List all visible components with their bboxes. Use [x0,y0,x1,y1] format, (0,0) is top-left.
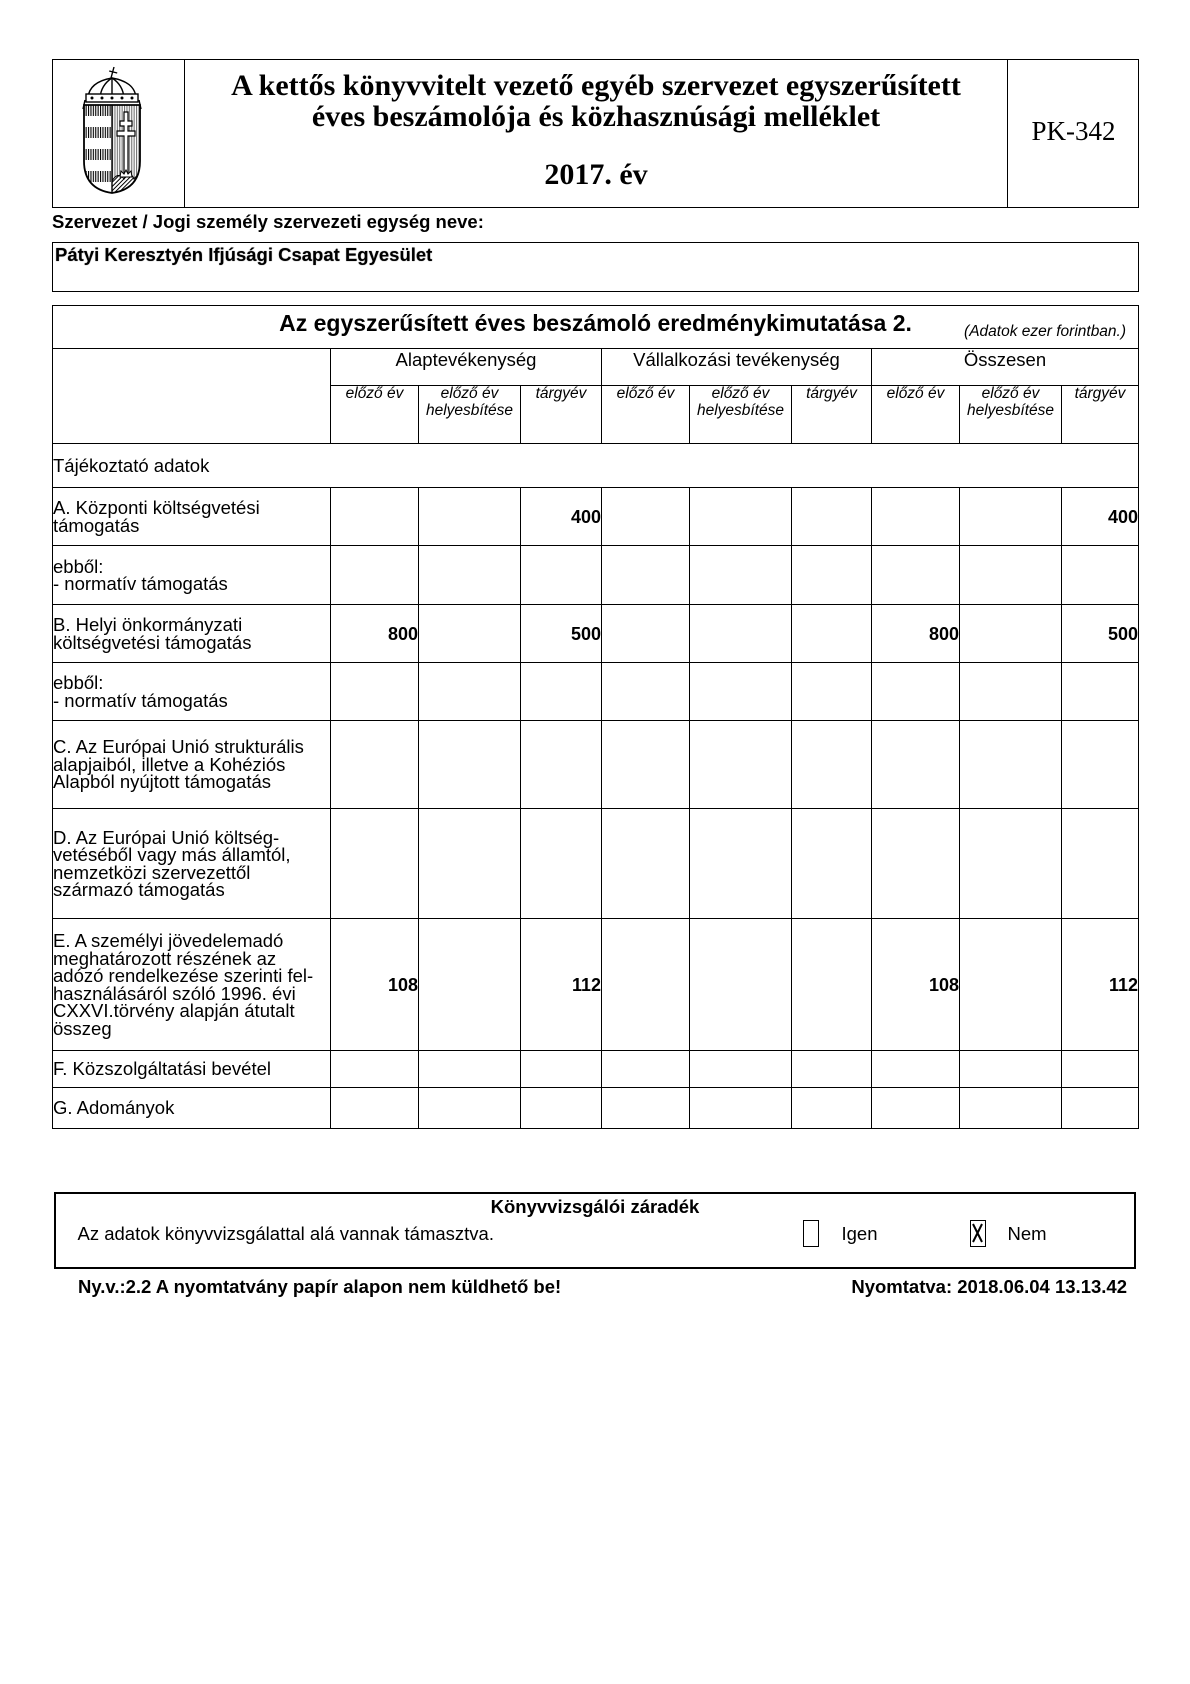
organization-label: Szervezet / Jogi személy szervezeti egység neve: [52,211,484,232]
form-title-line-1: A kettős könyvvitelt vezető egyéb szervezet egyszerűsített [231,69,961,102]
value-cell-total-prior-year [872,721,960,809]
value-cell-total-current-year: 400 [1062,488,1139,546]
value-cell-basic-current-year [521,663,602,721]
row-label: B. Helyi önkormányzati költségvetési támogatás [53,605,331,663]
value-cell-basic-prior-year-correction [419,809,521,919]
group-header-basic-activity: Alaptevékenység [331,349,602,386]
value-cell-total-prior-year-correction [960,488,1062,546]
value-cell-basic-prior-year [331,809,419,919]
value-cell-basic-prior-year [331,488,419,546]
value-cell-business-prior-year [602,1088,690,1129]
value-cell-basic-current-year: 500 [521,605,602,663]
value-cell-business-prior-year-correction [690,809,792,919]
form-title [185,71,1007,132]
subheader-prior-year: előző év [331,386,419,444]
table-row [53,663,1139,721]
group-header-row [53,349,1139,386]
value-cell-basic-prior-year [331,663,419,721]
table-row [53,721,1139,809]
value-cell-basic-current-year [521,809,602,919]
table-title-cell [53,306,1139,349]
value-cell-business-prior-year-correction [690,1088,792,1129]
value-cell-basic-current-year: 400 [521,488,602,546]
value-cell-total-prior-year-correction [960,809,1062,919]
value-cell-business-prior-year [602,809,690,919]
value-cell-basic-current-year [521,721,602,809]
value-cell-total-current-year [1062,1088,1139,1129]
audit-yes-checkbox[interactable] [803,1220,819,1247]
value-cell-total-current-year [1062,1051,1139,1088]
value-cell-total-current-year [1062,721,1139,809]
table-row [53,488,1139,546]
table-row [53,1088,1139,1129]
value-cell-basic-prior-year [331,1051,419,1088]
subheader-prior-year: előző év [872,386,960,444]
table-row [53,1051,1139,1088]
value-cell-total-prior-year-correction [960,919,1062,1051]
value-cell-business-prior-year [602,1051,690,1088]
subheader-prior-year: előző év [602,386,690,444]
organization-name: Pátyi Keresztyén Ifjúsági Csapat Egyesület [55,244,433,265]
value-cell-business-prior-year [602,721,690,809]
value-cell-business-prior-year [602,663,690,721]
value-cell-business-prior-year-correction [690,1051,792,1088]
value-cell-business-current-year [792,488,872,546]
value-cell-basic-prior-year-correction [419,1051,521,1088]
value-cell-basic-current-year: 112 [521,919,602,1051]
table-title: Az egyszerűsített éves beszámoló eredménykimutatása 2. [279,310,912,336]
value-cell-basic-prior-year-correction [419,488,521,546]
value-cell-total-prior-year-correction [960,546,1062,605]
value-cell-total-prior-year: 800 [872,605,960,663]
value-cell-basic-prior-year [331,721,419,809]
audit-statement: Az adatok könyvvizsgálattal alá vannak támasztva. [77,1223,494,1244]
value-cell-total-prior-year-correction [960,1088,1062,1129]
value-cell-basic-prior-year-correction [419,546,521,605]
value-cell-total-current-year: 500 [1062,605,1139,663]
value-cell-basic-prior-year [331,546,419,605]
value-cell-business-prior-year-correction [690,663,792,721]
value-cell-business-prior-year [602,546,690,605]
footer-print-timestamp: Nyomtatva: 2018.06.04 13.13.42 [851,1276,1127,1297]
value-cell-business-current-year [792,1051,872,1088]
value-cell-total-current-year [1062,546,1139,605]
value-cell-total-prior-year-correction [960,1051,1062,1088]
form-header [52,59,1139,208]
subheader-current-year: tárgyév [521,386,602,444]
value-cell-business-prior-year [602,919,690,1051]
value-cell-total-prior-year-correction [960,721,1062,809]
value-cell-business-prior-year [602,488,690,546]
row-label: ebből: - normatív támogatás [53,546,331,605]
value-cell-total-prior-year [872,663,960,721]
value-cell-basic-current-year [521,1088,602,1129]
subheader-prior-year-correction: előző év helyesbítése [419,386,521,444]
value-cell-business-current-year [792,721,872,809]
value-cell-basic-prior-year-correction [419,919,521,1051]
row-label-header-blank [53,349,331,444]
value-cell-total-prior-year [872,1051,960,1088]
value-cell-business-prior-year-correction [690,919,792,1051]
value-cell-business-prior-year-correction [690,721,792,809]
value-cell-business-prior-year [602,605,690,663]
value-cell-business-prior-year-correction [690,605,792,663]
value-cell-business-prior-year-correction [690,546,792,605]
table-row [53,546,1139,605]
audit-no-checkbox[interactable] [970,1220,986,1247]
footer-version-note: Ny.v.:2.2 A nyomtatvány papír alapon nem küldhető be! [78,1276,562,1297]
group-header-business-activity: Vállalkozási tevékenység [602,349,872,386]
value-cell-basic-current-year [521,546,602,605]
value-cell-basic-prior-year-correction [419,663,521,721]
value-cell-basic-prior-year-correction [419,721,521,809]
value-cell-total-prior-year [872,809,960,919]
value-cell-total-current-year [1062,809,1139,919]
row-label: G. Adományok [53,1088,331,1129]
value-cell-basic-prior-year [331,1088,419,1129]
subheader-prior-year-correction: előző év helyesbítése [960,386,1062,444]
organization-name-field [52,242,1139,292]
subheader-current-year: tárgyév [792,386,872,444]
table-row [53,605,1139,663]
table-title-row [53,306,1139,349]
table-row [53,919,1139,1051]
value-cell-business-current-year [792,809,872,919]
table-row [53,809,1139,919]
value-cell-basic-prior-year-correction [419,605,521,663]
value-cell-total-prior-year [872,546,960,605]
subheader-current-year: tárgyév [1062,386,1139,444]
row-label: E. A személyi jövedelemadó meghatározott részének az adózó rendelkezése szerinti fel- használásáról szóló 1996. évi CXXVI.törvény alapján átutalt összeg [53,919,331,1051]
value-cell-total-prior-year-correction [960,605,1062,663]
value-cell-total-current-year: 112 [1062,919,1139,1051]
form-code: PK-342 [1031,116,1116,146]
row-label: D. Az Európai Unió költség- vetéséből vagy más államtól, nemzetközi szervezettől származó támogatás [53,809,331,919]
audit-clause-title: Könyvvizsgálói záradék [490,1196,700,1217]
value-cell-business-current-year [792,919,872,1051]
row-label: C. Az Európai Unió strukturális alapjaiból, illetve a Kohéziós Alapból nyújtott támogatás [53,721,331,809]
value-cell-basic-prior-year: 108 [331,919,419,1051]
row-label: F. Közszolgáltatási bevétel [53,1051,331,1088]
value-cell-total-prior-year: 108 [872,919,960,1051]
value-cell-basic-prior-year: 800 [331,605,419,663]
group-header-total: Összesen [872,349,1139,386]
value-cell-business-current-year [792,663,872,721]
section-label: Tájékoztató adatok [53,444,1139,488]
value-cell-business-current-year [792,605,872,663]
value-cell-business-current-year [792,546,872,605]
income-statement-table [52,305,1139,1129]
coat-of-arms-icon [76,65,146,195]
unit-note: (Adatok ezer forintban.) [964,323,1127,340]
value-cell-basic-prior-year-correction [419,1088,521,1129]
value-cell-total-current-year [1062,663,1139,721]
value-cell-total-prior-year-correction [960,663,1062,721]
row-label: ebből: - normatív támogatás [53,663,331,721]
form-year: 2017. év [544,158,648,191]
value-cell-basic-current-year [521,1051,602,1088]
form-title-line-2: éves beszámolója és közhasznúsági melléklet [311,99,881,133]
section-row [53,444,1139,488]
audit-clause-box [54,1192,1136,1269]
value-cell-business-prior-year-correction [690,488,792,546]
row-label: A. Központi költségvetési támogatás [53,488,331,546]
value-cell-total-prior-year [872,1088,960,1129]
value-cell-business-current-year [792,1088,872,1129]
subheader-prior-year-correction: előző év helyesbítése [690,386,792,444]
audit-yes-label: Igen [841,1223,878,1244]
value-cell-total-prior-year [872,488,960,546]
audit-no-label: Nem [1007,1223,1047,1244]
